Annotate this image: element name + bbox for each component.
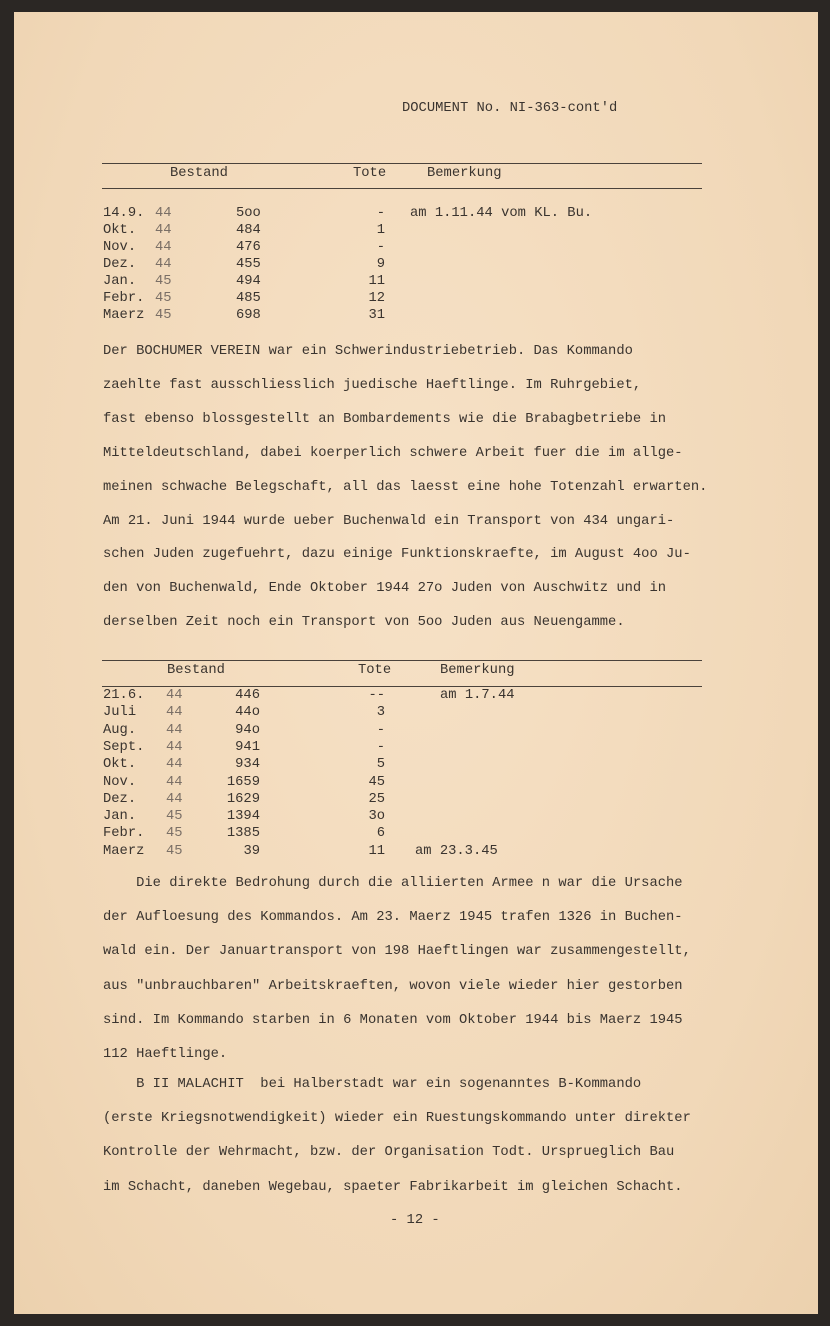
table2-year: 44 xyxy=(166,791,183,807)
text-line: (erste Kriegsnotwendigkeit) wieder ein Ruestungskommando unter direkter xyxy=(103,1111,691,1127)
table2-month: Jan. xyxy=(103,809,137,825)
table1-bestand: 485 xyxy=(236,291,261,306)
table1-month: Nov. xyxy=(103,240,137,255)
table2-tote: 5 xyxy=(376,757,385,773)
table2-header-rule xyxy=(102,686,702,687)
table1-bestand: 455 xyxy=(236,257,261,272)
table2-tote: 6 xyxy=(376,826,385,842)
text-line: Am 21. Juni 1944 wurde ueber Buchenwald ein Transport von 434 ungari- xyxy=(103,513,675,529)
table2-bestand: 941 xyxy=(235,739,260,755)
text-line: der Aufloesung des Kommandos. Am 23. Maerz 1945 trafen 1326 in Buchen- xyxy=(103,910,683,926)
table2-tote: 3o xyxy=(368,809,385,825)
table2-bemerkung: am 1.7.44 xyxy=(440,688,515,703)
table2-tote: 45 xyxy=(368,774,385,790)
table2-tote: - xyxy=(376,722,385,738)
text-line: sind. Im Kommando starben in 6 Monaten vom Oktober 1944 bis Maerz 1945 xyxy=(103,1012,683,1028)
table2-year: 45 xyxy=(166,826,183,842)
table1-year: 44 xyxy=(155,223,172,238)
table2-month: Juli xyxy=(103,705,137,721)
text-line: Der BOCHUMER VEREIN war ein Schwerindustriebetrieb. Das Kommando xyxy=(103,344,633,359)
table2-year: 45 xyxy=(166,843,183,859)
text-line: Die direkte Bedrohung durch die alliierten Armee n war die Ursache xyxy=(103,876,683,891)
text-line: den von Buchenwald, Ende Oktober 1944 27o Juden von Auschwitz und in xyxy=(103,581,667,597)
table2-month: 21.6. xyxy=(103,688,145,703)
text-line: Mitteldeutschland, dabei koerperlich schwere Arbeit fuer die im allge- xyxy=(103,445,683,461)
table1-bestand: 494 xyxy=(236,274,261,289)
table2-year: 44 xyxy=(166,774,183,790)
table2-bestand: 446 xyxy=(235,688,260,703)
table2-month: Dez. xyxy=(103,791,137,807)
table2-header-tote: Tote xyxy=(358,663,392,678)
table2-bestand: 1385 xyxy=(226,826,260,842)
table2-tote: - xyxy=(376,739,385,755)
table1-header-bestand: Bestand xyxy=(170,166,228,181)
table1-tote: 1 xyxy=(376,223,385,238)
table2-bestand: 1629 xyxy=(226,791,260,807)
table1-month: 14.9. xyxy=(103,206,145,221)
table2-year: 45 xyxy=(166,809,183,825)
table2-header-bestand: Bestand xyxy=(167,663,225,678)
table1-year: 44 xyxy=(155,240,172,255)
table1-bestand: 484 xyxy=(236,223,261,238)
table1-bemerkung: am 1.11.44 vom KL. Bu. xyxy=(410,206,593,221)
table2-tote: -- xyxy=(368,688,385,703)
table1-month: Febr. xyxy=(103,291,145,306)
table1-tote: 11 xyxy=(368,274,385,289)
table1-tote: 9 xyxy=(376,257,385,272)
table2-month: Aug. xyxy=(103,722,137,738)
table2-month: Nov. xyxy=(103,774,137,790)
table2-year: 44 xyxy=(166,705,183,721)
table2-tote: 3 xyxy=(376,705,385,721)
page-number: - 12 - xyxy=(390,1213,440,1228)
table2-month: Okt. xyxy=(103,757,137,773)
text-line: wald ein. Der Januartransport von 198 Haeftlingen war zusammengestellt, xyxy=(103,944,691,960)
text-line: fast ebenso blossgestellt an Bombardements wie die Brabagbetriebe in xyxy=(103,411,667,427)
table1-tote: - xyxy=(376,240,385,255)
table1-year: 45 xyxy=(155,291,172,306)
table1-month: Okt. xyxy=(103,223,137,238)
text-line: meinen schwache Belegschaft, all das laesst eine hohe Totenzahl erwarten. xyxy=(103,479,708,495)
table1-month: Jan. xyxy=(103,274,137,289)
table2-month: Febr. xyxy=(103,826,145,842)
table1-bestand: 698 xyxy=(236,308,261,323)
text-line: zaehlte fast ausschliesslich juedische Haeftlinge. Im Ruhrgebiet, xyxy=(103,377,642,393)
table1-header-bemerkung: Bemerkung xyxy=(427,166,502,181)
table1-header-tote: Tote xyxy=(353,166,387,181)
table2-year: 44 xyxy=(166,739,183,755)
table1-year: 45 xyxy=(155,274,172,289)
table2-tote: 25 xyxy=(368,791,385,807)
table2-bestand: 44o xyxy=(235,705,260,721)
table2-bestand: 39 xyxy=(243,843,260,859)
table2-bestand: 94o xyxy=(235,722,260,738)
table1-top-rule xyxy=(102,163,702,164)
table2-bemerkung: am 23.3.45 xyxy=(415,843,498,859)
table2-year: 44 xyxy=(166,722,183,738)
table2-month: Sept. xyxy=(103,739,145,755)
table2-year: 44 xyxy=(166,757,183,773)
text-line: Kontrolle der Wehrmacht, bzw. der Organisation Todt. Ursprueglich Bau xyxy=(103,1145,675,1161)
table1-year: 45 xyxy=(155,308,172,323)
table1-header-rule xyxy=(102,188,702,189)
text-line: B II MALACHIT bei Halberstadt war ein sogenanntes B-Kommando xyxy=(103,1077,642,1092)
table2-top-rule xyxy=(102,660,702,661)
table1-year: 44 xyxy=(155,206,172,221)
text-line: im Schacht, daneben Wegebau, spaeter Fabrikarbeit im gleichen Schacht. xyxy=(103,1179,683,1195)
document-number: DOCUMENT No. NI-363-cont'd xyxy=(402,101,618,116)
table2-month: Maerz xyxy=(103,843,145,859)
table1-tote: 31 xyxy=(368,308,385,323)
table1-bestand: 5oo xyxy=(236,206,261,221)
table2-bestand: 1394 xyxy=(226,809,260,825)
text-line: derselben Zeit noch ein Transport von 5oo Juden aus Neuengamme. xyxy=(103,615,625,631)
table2-year: 44 xyxy=(166,688,183,703)
table1-tote: 12 xyxy=(368,291,385,306)
text-line: aus "unbrauchbaren" Arbeitskraeften, wovon viele wieder hier gestorben xyxy=(103,978,683,994)
table1-year: 44 xyxy=(155,257,172,272)
table2-bestand: 934 xyxy=(235,757,260,773)
table1-month: Dez. xyxy=(103,257,137,272)
table2-bestand: 1659 xyxy=(226,774,260,790)
table2-tote: 11 xyxy=(368,843,385,859)
table1-month: Maerz xyxy=(103,308,145,323)
text-line: schen Juden zugefuehrt, dazu einige Funktionskraefte, im August 4oo Ju- xyxy=(103,547,691,563)
table2-header-bemerkung: Bemerkung xyxy=(440,663,515,678)
text-line: 112 Haeftlinge. xyxy=(103,1047,228,1062)
table1-bestand: 476 xyxy=(236,240,261,255)
table1-tote: - xyxy=(376,206,385,221)
